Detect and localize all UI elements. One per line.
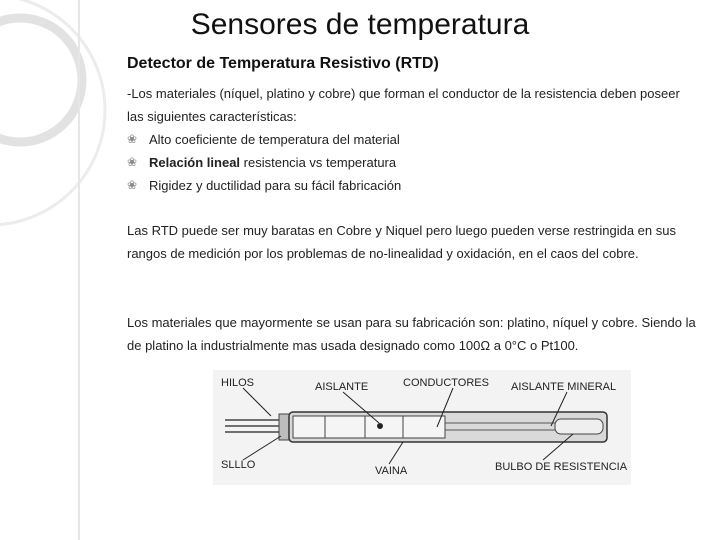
list-item [127,151,401,174]
paragraph-cost: Las RTD puede ser muy baratas en Cobre y Niquel pero luego pueden verse restringida en sus rangos de medición por los problemas de no-linealidad y oxidación, en el caos del cobre. [127,223,676,261]
characteristics-list [127,128,401,197]
paragraph-materials: Los materiales que mayormente se usan para su fabricación son: platino, níquel y cobre. Siendo la de platino la industrialmente mas usada designado como 100Ω a 0°C o Pt100. [127,315,696,353]
bullet-icon: ❀ [127,155,138,169]
label-vaina: VAINA [375,465,408,477]
list-item [127,128,401,151]
bullet-text: resistencia vs temperatura [240,155,397,170]
label-aislante-mineral: AISLANTE MINERAL [511,381,617,393]
bullet-bold: Relación lineal [149,155,241,170]
label-hilos: HILOS [221,377,255,389]
slide-subtitle: Detector de Temperatura Resistivo (RTD) [127,55,439,72]
bullet-text: Rigidez y ductilidad para su fácil fabricación [149,178,402,193]
bullet-icon: ❀ [127,178,138,192]
rtd-diagram-svg [213,370,631,485]
label-conductores: CONDUCTORES [403,377,489,389]
bullet-icon: ❀ [127,132,138,146]
list-item [127,174,401,197]
intro-paragraph: -Los materiales (níquel, platino y cobre) que forman el conductor de la resistencia deben poseer las siguientes características: [127,86,680,124]
slide-title: Sensores de temperatura [190,8,530,41]
label-sello: SLLLO [221,459,256,471]
bullet-text: Alto coeficiente de temperatura del material [149,132,400,147]
rtd-diagram [213,370,631,485]
label-aislante: AISLANTE [315,381,369,393]
label-bulbo: BULBO DE RESISTENCIA [495,461,628,473]
